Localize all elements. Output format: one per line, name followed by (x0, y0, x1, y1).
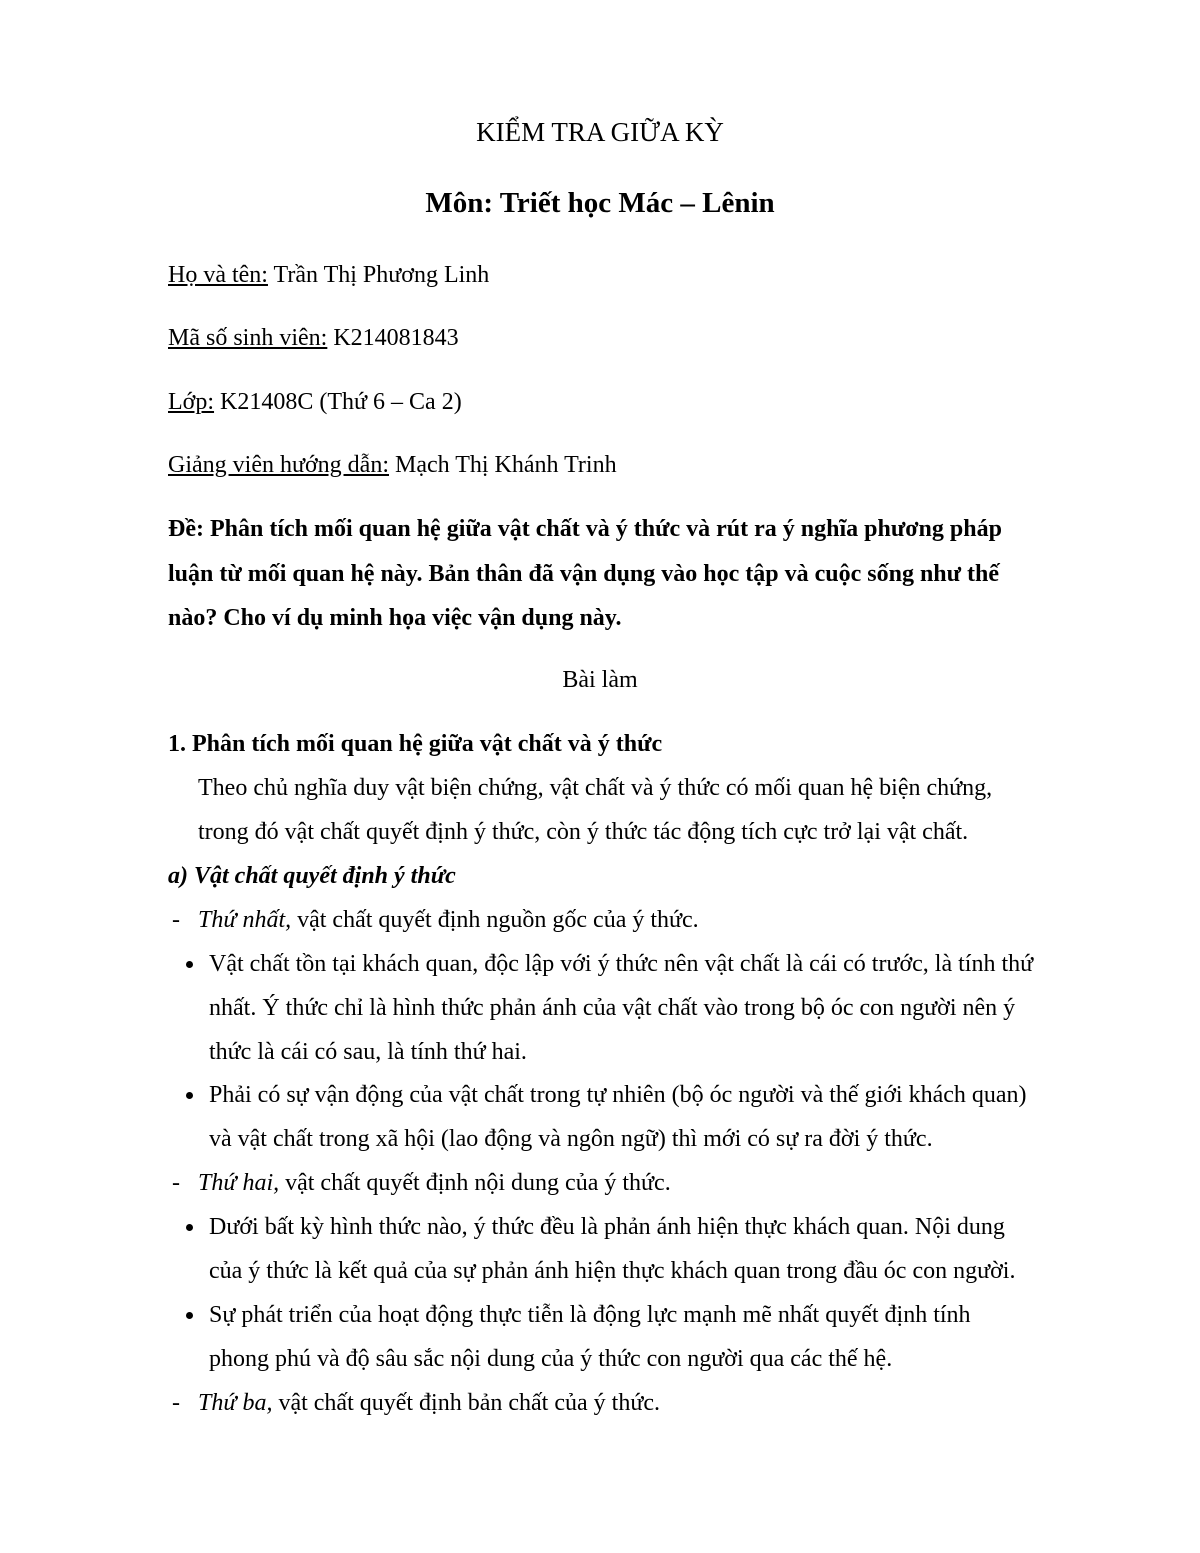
teacher-value: Mạch Thị Khánh Trinh (389, 452, 617, 478)
bullet-1-line: thức là cái có sau, là tính thứ hai. (209, 1039, 527, 1065)
name-label: Họ và tên: (168, 262, 268, 288)
question-line: Đề: Phân tích mối quan hệ giữa vật chất và ý thức và rút ra ý nghĩa phương pháp (168, 516, 1002, 542)
bullet-1-line: nhất. Ý thức chỉ là hình thức phản ánh của vật chất vào trong bộ óc con người nên ý (209, 995, 1016, 1021)
bullet-4-line: phong phú và độ sâu sắc nội dung của ý thức con người qua các thế hệ. (209, 1346, 893, 1372)
class-label: Lớp: (168, 389, 215, 415)
id-value: K214081843 (327, 325, 459, 351)
page-title: KIỂM TRA GIỮA KỲ (476, 117, 724, 147)
bullet-icon (186, 961, 193, 968)
student-id-line (168, 323, 459, 353)
teacher-line (168, 450, 617, 480)
section-1-title: 1. Phân tích mối quan hệ giữa vật chất và ý thức (168, 731, 663, 757)
teacher-label: Giảng viên hướng dẫn: (168, 452, 389, 478)
bullet-3-line: Dưới bất kỳ hình thức nào, ý thức đều là phản ánh hiện thực khách quan. Nội dung (209, 1214, 1005, 1240)
point-2-label: Thứ hai, (198, 1170, 280, 1196)
id-label: Mã số sinh viên: (168, 325, 328, 351)
subject-title: Môn: Triết học Mác – Lênin (425, 187, 775, 219)
point-1 (198, 905, 699, 935)
question-line: luận từ mối quan hệ này. Bản thân đã vận dụng vào học tập và cuộc sống như thế (168, 561, 1000, 587)
point-2-text: vật chất quyết định nội dung của ý thức. (279, 1170, 671, 1196)
bullet-2-line: Phải có sự vận động của vật chất trong tự nhiên (bộ óc người và thế giới khách quan) (209, 1082, 1027, 1108)
answer-heading: Bài làm (562, 667, 638, 693)
student-name-line (168, 260, 489, 290)
point-3-label: Thứ ba, (198, 1390, 273, 1416)
bullet-3-line: của ý thức là kết quả của sự phản ánh hiện thực khách quan trong đầu óc con người. (209, 1258, 1016, 1284)
point-1-label: Thứ nhất, (198, 907, 292, 933)
bullet-2-line: và vật chất trong xã hội (lao động và ngôn ngữ) thì mới có sự ra đời ý thức. (209, 1126, 933, 1152)
dash-marker: - (172, 1170, 180, 1196)
bullet-1-line: Vật chất tồn tại khách quan, độc lập với ý thức nên vật chất là cái có trước, là tính thứ (209, 951, 1034, 977)
intro-line: trong đó vật chất quyết định ý thức, còn ý thức tác động tích cực trở lại vật chất. (198, 819, 969, 845)
dash-marker: - (172, 1390, 180, 1416)
subsection-a-title: a) Vật chất quyết định ý thức (168, 863, 456, 889)
point-3 (198, 1388, 660, 1418)
bullet-icon (186, 1092, 193, 1099)
intro-line: Theo chủ nghĩa duy vật biện chứng, vật chất và ý thức có mối quan hệ biện chứng, (198, 775, 993, 801)
dash-marker: - (172, 907, 180, 933)
bullet-4-line: Sự phát triển của hoạt động thực tiễn là động lực mạnh mẽ nhất quyết định tính (209, 1302, 971, 1328)
class-value: K21408C (Thứ 6 – Ca 2) (214, 389, 462, 415)
point-3-text: vật chất quyết định bản chất của ý thức. (272, 1390, 660, 1416)
class-line (168, 387, 462, 417)
question-line: nào? Cho ví dụ minh họa việc vận dụng này. (168, 605, 622, 631)
point-1-text: vật chất quyết định nguồn gốc của ý thức. (291, 907, 699, 933)
name-value: Trần Thị Phương Linh (267, 262, 490, 288)
bullet-icon (186, 1224, 193, 1231)
bullet-icon (186, 1312, 193, 1319)
point-2 (198, 1168, 671, 1198)
